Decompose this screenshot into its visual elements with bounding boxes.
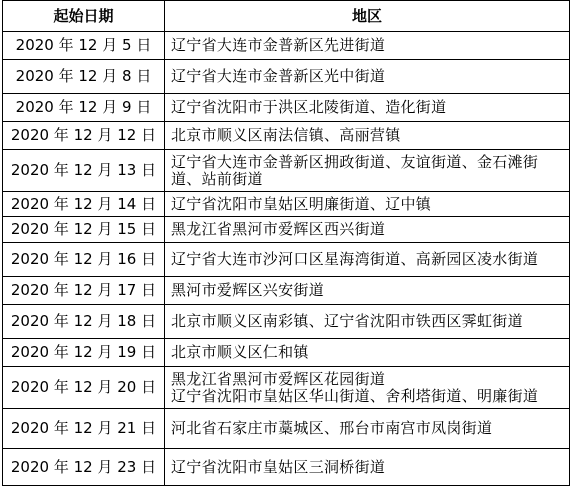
table-row (3, 192, 570, 217)
date-cell: 2020 年 12 月 19 日 (3, 339, 165, 367)
table-row (3, 150, 570, 192)
region-line: 黑河市爱辉区兴安街道 (171, 281, 325, 299)
date-cell: 2020 年 12 月 15 日 (3, 217, 165, 243)
table-row (3, 94, 570, 122)
date-cell: 2020 年 12 月 8 日 (3, 60, 165, 94)
region-line: 辽宁省大连市金普新区光中街道 (171, 67, 386, 85)
region-line: 辽宁省大连市金普新区先进街道 (171, 36, 386, 54)
region-line: 辽宁省沈阳市皇姑区三洞桥街道 (171, 457, 386, 476)
region-line: 辽宁省大连市沙河口区星海湾街道、高新园区凌水街道 (171, 250, 539, 268)
region-line: 黑龙江省黑河市爱辉区花园街道 (171, 369, 386, 388)
region-line: 道、站前街道 (171, 169, 263, 188)
region-line: 黑龙江省黑河市爱辉区西兴街道 (171, 220, 386, 238)
table-row (3, 305, 570, 339)
region-line: 北京市顺义区南法信镇、高丽营镇 (171, 126, 401, 144)
region-line: 辽宁省沈阳市于洪区北陵街道、造化街道 (171, 98, 447, 116)
region-cell (165, 217, 570, 243)
table-row (3, 409, 570, 449)
date-cell: 2020 年 12 月 9 日 (3, 94, 165, 122)
table-row (3, 367, 570, 409)
region-cell (165, 339, 570, 367)
date-cell: 2020 年 12 月 21 日 (3, 409, 165, 449)
region-cell (165, 94, 570, 122)
region-cell (165, 277, 570, 305)
region-cell (165, 122, 570, 150)
region-cell (165, 243, 570, 277)
date-cell: 2020 年 12 月 5 日 (3, 32, 165, 60)
region-cell (165, 367, 570, 409)
header-row (3, 1, 570, 32)
region-cell (165, 192, 570, 217)
header-region: 地区 (165, 1, 570, 32)
table-row (3, 60, 570, 94)
region-cell (165, 60, 570, 94)
region-cell (165, 32, 570, 60)
region-line: 北京市顺义区南彩镇、辽宁省沈阳市铁西区霁虹街道 (171, 312, 523, 330)
table-row (3, 243, 570, 277)
region-line: 辽宁省沈阳市皇姑区明廉街道、辽中镇 (171, 194, 432, 213)
date-cell: 2020 年 12 月 16 日 (3, 243, 165, 277)
region-cell (165, 150, 570, 192)
table-row (3, 217, 570, 243)
date-cell: 2020 年 12 月 12 日 (3, 122, 165, 150)
date-cell: 2020 年 12 月 20 日 (3, 367, 165, 409)
region-line: 辽宁省大连市金普新区拥政街道、友谊街道、金石滩街 (171, 152, 539, 171)
table-row (3, 339, 570, 367)
table-row (3, 32, 570, 60)
header-start-date: 起始日期 (3, 1, 165, 32)
region-line: 辽宁省沈阳市皇姑区华山街道、舍利塔街道、明廉街道 (171, 386, 539, 405)
date-cell: 2020 年 12 月 14 日 (3, 192, 165, 217)
date-cell: 2020 年 12 月 18 日 (3, 305, 165, 339)
date-region-table (2, 0, 570, 486)
region-cell (165, 409, 570, 449)
region-line: 河北省石家庄市藁城区、邢台市南宫市凤岗街道 (171, 419, 493, 437)
region-cell (165, 449, 570, 486)
date-cell: 2020 年 12 月 23 日 (3, 449, 165, 486)
date-cell: 2020 年 12 月 17 日 (3, 277, 165, 305)
date-cell: 2020 年 12 月 13 日 (3, 150, 165, 192)
table-row (3, 277, 570, 305)
region-cell (165, 305, 570, 339)
table-row (3, 449, 570, 486)
table-row (3, 122, 570, 150)
region-line: 北京市顺义区仁和镇 (171, 343, 309, 361)
